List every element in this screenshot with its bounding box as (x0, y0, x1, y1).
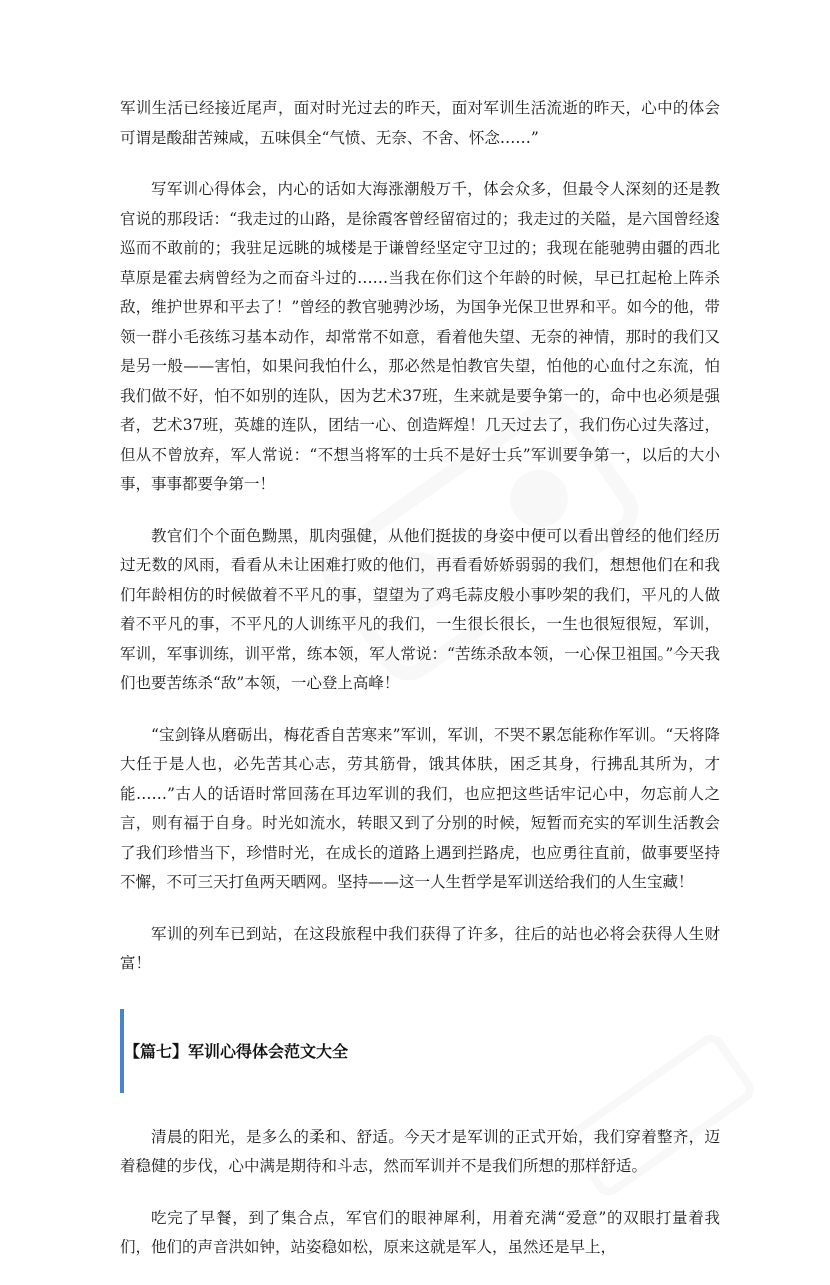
section-heading (120, 1009, 720, 1093)
paragraph-train-arrived: 军训的列车已到站，在这段旅程中我们获得了许多，往后的站也必将会获得人生财富！ (120, 924, 720, 972)
document-body (120, 94, 720, 1285)
paragraph-after-breakfast: 吃完了早餐，到了集合点，军官们的眼神犀利，用着充满“爱意”的双眼打量着我们，他们的声音洪如钟，站姿稳如松，原来这就是军人，虽然还是早上， (120, 1208, 720, 1256)
paragraph-instructors-appearance: 教官们个个面色黝黑，肌肉强健，从他们挺拔的身姿中便可以看出曾经的他们经历过无数的风雨，看看从未让困难打败的他们，再看看娇娇弱弱的我们，想想他们在和我们年龄相仿的时候做着不平凡的事，望望为了鸡毛蒜皮般小事吵架的我们，平凡的人做着不平凡的事，不平凡的人训练平凡的我们，一生很长很长，一生也很短很短，军训，军训，军事训练，训平常，练本领，军人常说：“苦练杀敌本领，一心保卫祖国。”今天我们也要苦练杀“敌”本领，一心登上高峰！ (120, 526, 720, 692)
section-title: 【篇七】军训心得体会范文大全 (124, 1042, 349, 1061)
paragraph-intro: 军训生活已经接近尾声，面对时光过去的昨天，面对军训生活流逝的昨天，心中的体会可谓是酸甜苦辣咸，五味俱全“气愤、无奈、不舍、怀念……” (120, 99, 720, 147)
paragraph-sword-and-plum: “宝剑锋从磨砺出，梅花香自苦寒来”军训，军训，不哭不累怎能称作军训。“天将降大任于是人也，必先苦其心志，劳其筋骨，饿其体肤，困乏其身，行拂乱其所为，才能……”古人的话语时常回荡在耳边军训的我们，也应把这些话牢记心中，勿忘前人之言，则有福于自身。时光如流水，转眼又到了分别的时候，短暂而充实的军训生活教会了我们珍惜当下，珍惜时光，在成长的道路上遇到拦路虎，也应勇往直前，做事要坚持不懈，不可三天打鱼两天晒网。坚持——这一人生哲学是军训送给我们的人生宝藏！ (120, 725, 720, 891)
paragraph-instructor-words: 写军训心得体会，内心的话如大海涨潮般万千，体会众多，但最令人深刻的还是教官说的那段话：“我走过的山路，是徐霞客曾经留宿过的；我走过的关隘，是六国曾经逡巡而不敢前的；我驻足远眺的城楼是于谦曾经坚定守卫过的；我现在能驰骋由疆的西北草原是霍去病曾经为之而奋斗过的……当我在你们这个年龄的时候，早已扛起枪上阵杀敌，维护世界和平去了！”曾经的教官驰骋沙场，为国争光保卫世界和平。如今的他，带领一群小毛孩练习基本动作，却常常不如意，看着他失望、无奈的神情，那时的我们又是另一般——害怕，如果问我怕什么，那必然是怕教官失望，怕他的心血付之东流，怕我们做不好，怕不如别的连队，因为艺术37班，生来就是要争第一的，命中也必须是强者，艺术37班，英雄的连队，团结一心、创造辉煌！几天过去了，我们伤心过失落过，但从不曾放弃，军人常说：“不想当将军的士兵不是好士兵”军训要争第一，以后的大小事，事事都要争第一！ (120, 180, 720, 493)
section-accent-bar (120, 1009, 124, 1093)
paragraph-morning-sunlight: 清晨的阳光，是多么的柔和、舒适。今天才是军训的正式开始，我们穿着整齐，迈着稳健的步伐，心中满是期待和斗志，然而军训并不是我们所想的那样舒适。 (120, 1127, 720, 1175)
